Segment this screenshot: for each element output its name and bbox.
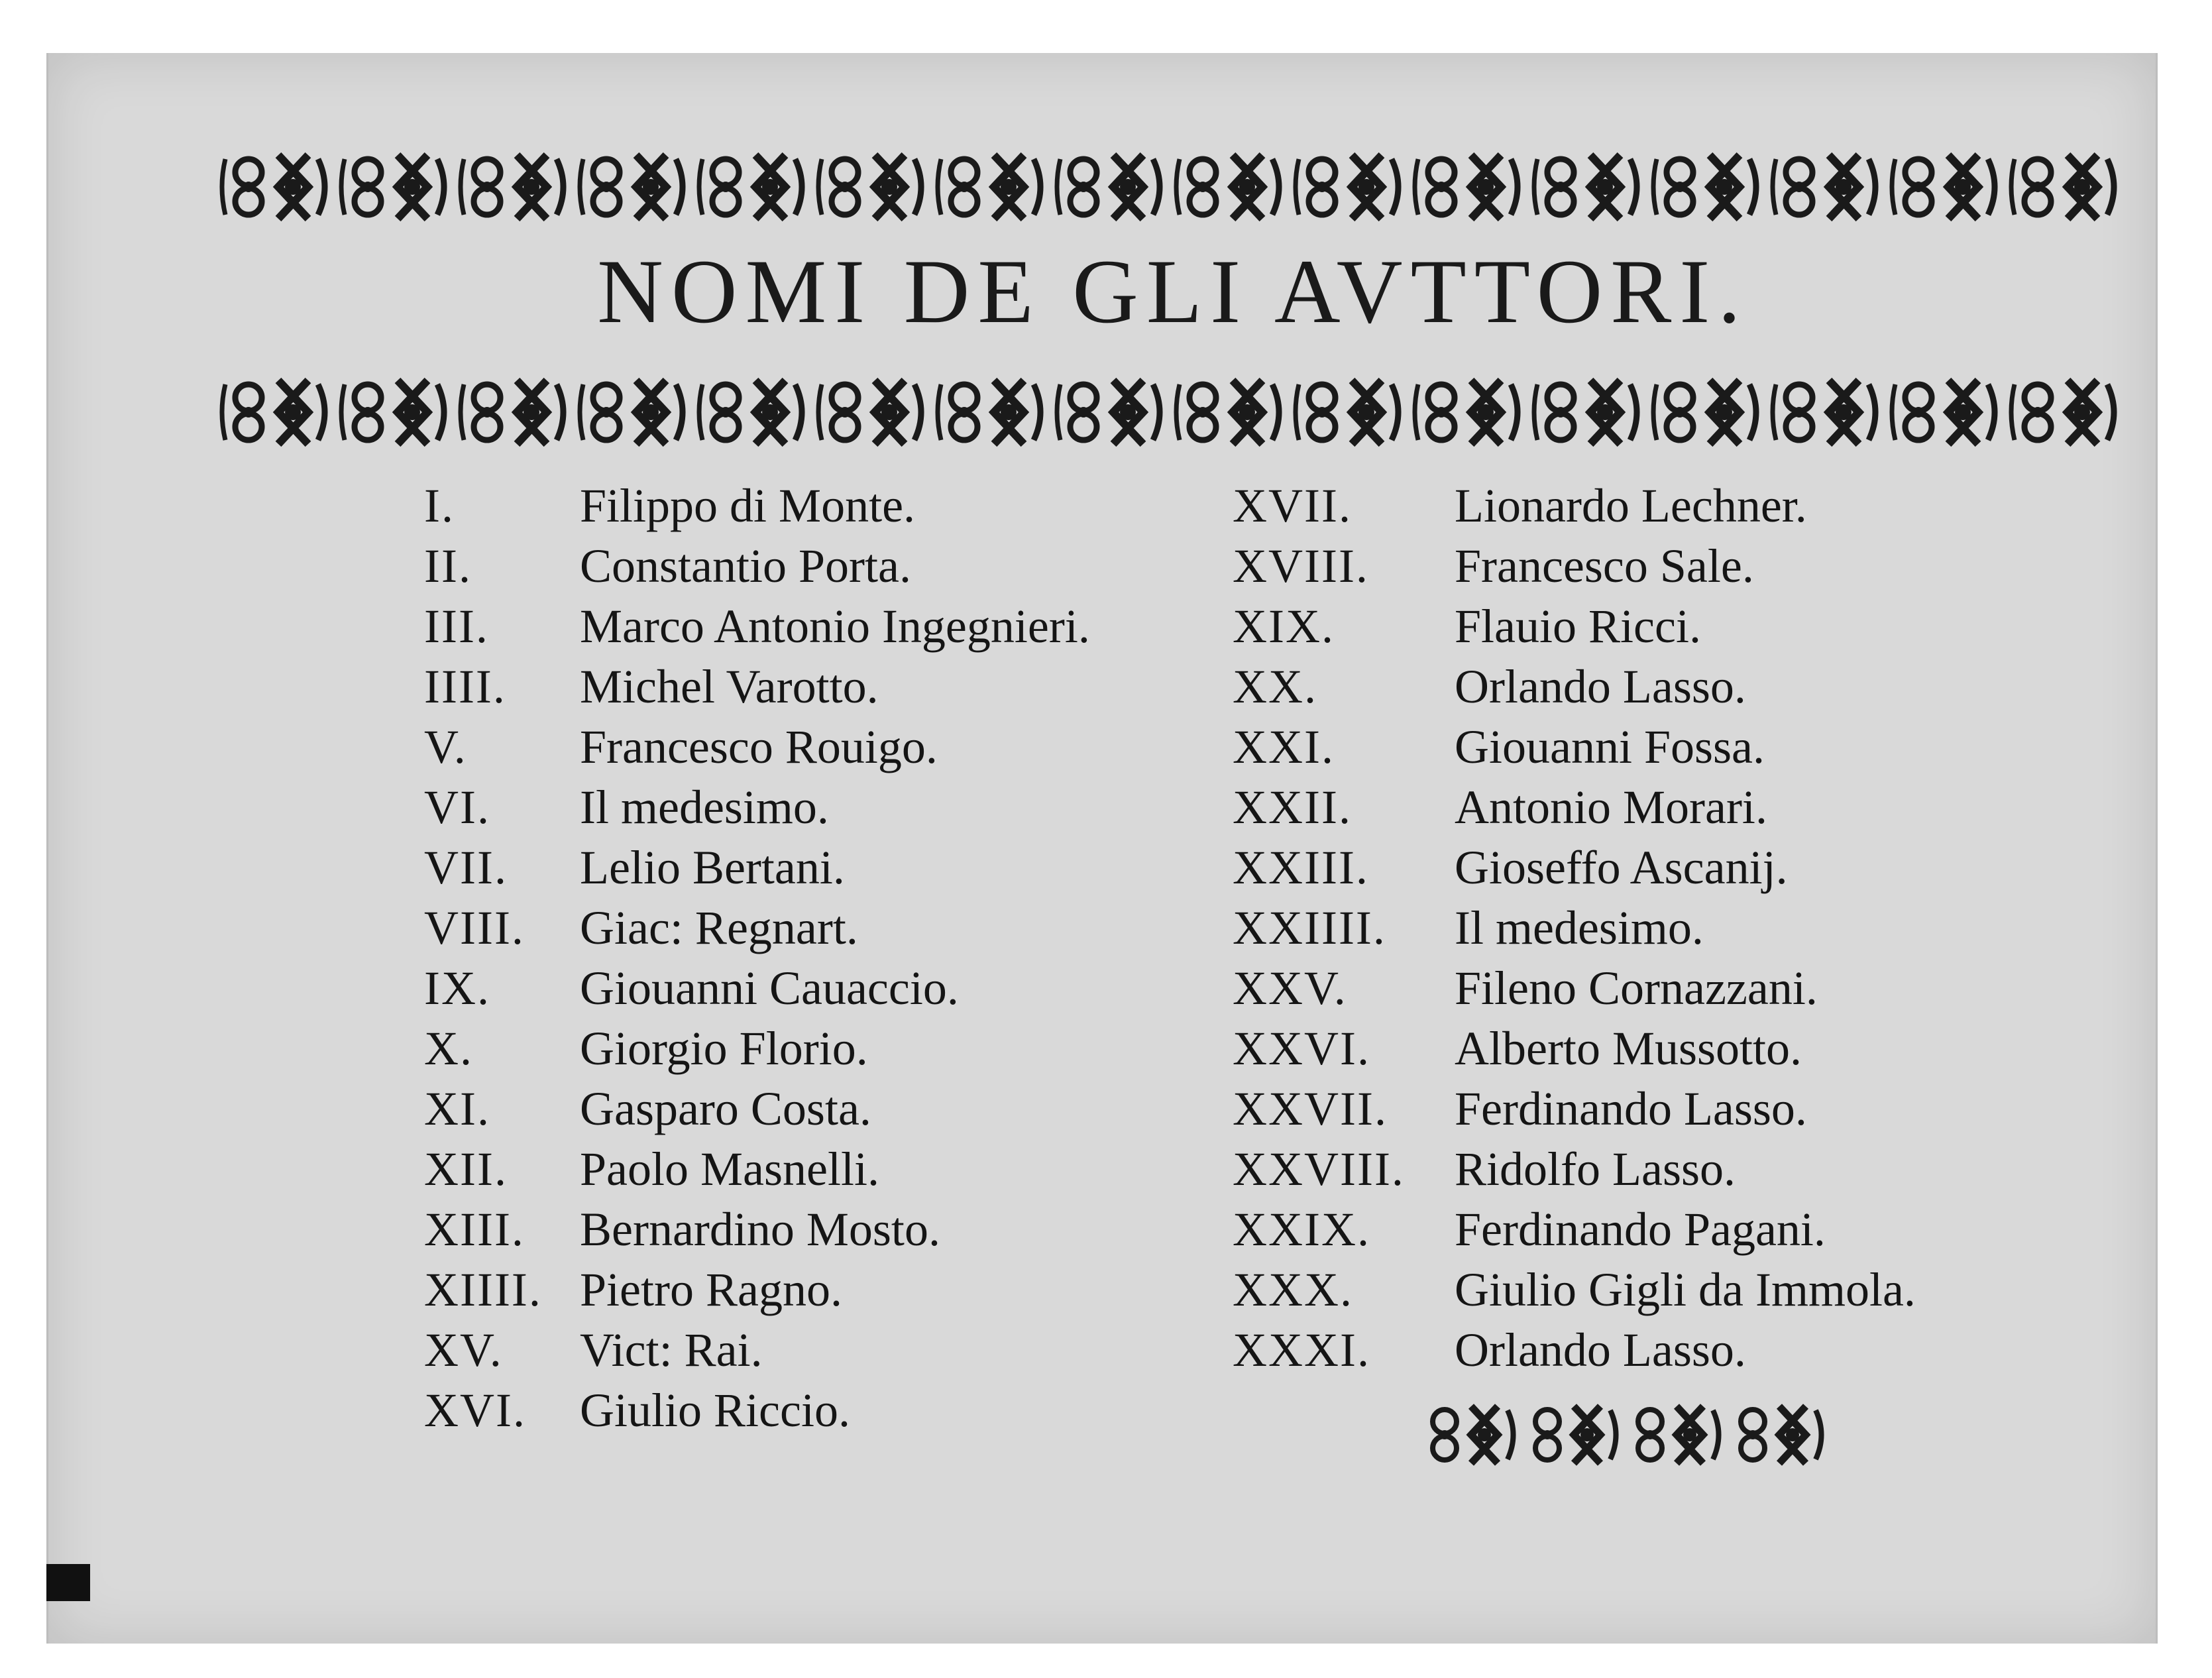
author-entry xyxy=(1233,898,2094,958)
author-name: Flauio Ricci. xyxy=(1455,600,1701,653)
page-title: NOMI DE GLI AVTTORI. xyxy=(597,241,1749,342)
author-numeral: XXI. xyxy=(1233,720,1335,773)
author-name: Pietro Ragno. xyxy=(580,1263,842,1316)
author-numeral: XXVII. xyxy=(1233,1082,1388,1135)
author-entry xyxy=(424,717,1219,777)
author-name: Giac: Regnart. xyxy=(580,901,858,954)
author-numeral: XVI. xyxy=(424,1384,526,1437)
author-entry xyxy=(1233,476,2094,536)
author-numeral: X. xyxy=(424,1022,473,1075)
author-entry xyxy=(424,657,1219,717)
ornamental-border-end xyxy=(1418,1398,1829,1471)
author-entry xyxy=(1233,717,2094,777)
author-entry xyxy=(1233,1260,2094,1320)
author-entry xyxy=(1233,596,2094,657)
author-name: Ferdinando Pagani. xyxy=(1455,1203,1826,1256)
author-name: Orlando Lasso. xyxy=(1455,660,1746,713)
author-name: Giulio Gigli da Immola. xyxy=(1455,1263,1916,1316)
author-entry xyxy=(1233,777,2094,838)
author-entry xyxy=(424,838,1219,898)
author-name: Gasparo Costa. xyxy=(580,1082,871,1135)
author-name: Alberto Mussotto. xyxy=(1455,1022,1802,1075)
author-numeral: XIX. xyxy=(1233,600,1335,653)
author-entry xyxy=(424,1019,1219,1079)
page-tab-mark xyxy=(46,1564,90,1601)
author-numeral: XVII. xyxy=(1233,479,1352,532)
author-numeral: XXVI. xyxy=(1233,1022,1370,1075)
author-entry xyxy=(1233,958,2094,1019)
author-name: Il medesimo. xyxy=(580,781,829,834)
author-numeral: XIIII. xyxy=(424,1263,542,1316)
author-name: Giulio Riccio. xyxy=(580,1384,850,1437)
author-name: Fileno Cornazzani. xyxy=(1455,962,1818,1015)
author-numeral: III. xyxy=(424,600,489,653)
author-entry xyxy=(424,958,1219,1019)
author-entry xyxy=(1233,1019,2094,1079)
author-entry xyxy=(1233,838,2094,898)
author-name: Lelio Bertani. xyxy=(580,841,845,894)
author-name: Constantio Porta. xyxy=(580,539,911,592)
author-numeral: VIII. xyxy=(424,901,525,954)
author-numeral: XI. xyxy=(424,1082,490,1135)
author-entry xyxy=(424,536,1219,596)
author-numeral: IIII. xyxy=(424,660,506,713)
author-numeral: XXIX. xyxy=(1233,1203,1370,1256)
authors-list-left xyxy=(424,476,1219,1441)
author-entry xyxy=(424,1079,1219,1139)
author-entry xyxy=(424,1320,1219,1380)
author-name: Giouanni Fossa. xyxy=(1455,720,1765,773)
author-numeral: V. xyxy=(424,720,467,773)
author-name: Giouanni Cauaccio. xyxy=(580,962,959,1015)
author-numeral: XXII. xyxy=(1233,781,1352,834)
author-name: Ridolfo Lasso. xyxy=(1455,1143,1736,1196)
author-name: Ferdinando Lasso. xyxy=(1455,1082,1807,1135)
author-numeral: XXIII. xyxy=(1233,841,1369,894)
author-numeral: XVIII. xyxy=(1233,539,1369,592)
author-name: Francesco Rouigo. xyxy=(580,720,938,773)
author-entry xyxy=(424,1139,1219,1200)
author-name: Bernardino Mosto. xyxy=(580,1203,940,1256)
author-numeral: II. xyxy=(424,539,472,592)
author-numeral: XX. xyxy=(1233,660,1317,713)
author-entry xyxy=(1233,1320,2094,1380)
author-numeral: VI. xyxy=(424,781,490,834)
author-name: Il medesimo. xyxy=(1455,901,1704,954)
ornamental-border-middle xyxy=(219,371,2127,453)
author-numeral: XII. xyxy=(424,1143,508,1196)
author-entry xyxy=(1233,536,2094,596)
author-entry xyxy=(1233,1079,2094,1139)
author-name: Francesco Sale. xyxy=(1455,539,1754,592)
author-name: Vict: Rai. xyxy=(580,1323,763,1376)
author-numeral: VII. xyxy=(424,841,508,894)
author-numeral: I. xyxy=(424,479,455,532)
author-entry xyxy=(424,1380,1219,1441)
author-numeral: XXV. xyxy=(1233,962,1347,1015)
author-entry xyxy=(1233,1200,2094,1260)
author-entry xyxy=(424,596,1219,657)
author-name: Michel Varotto. xyxy=(580,660,879,713)
author-entry xyxy=(424,1260,1219,1320)
authors-list-right xyxy=(1233,476,2094,1380)
author-numeral: XXX. xyxy=(1233,1263,1353,1316)
author-name: Antonio Morari. xyxy=(1455,781,1767,834)
author-entry xyxy=(424,476,1219,536)
author-numeral: IX. xyxy=(424,962,490,1015)
author-numeral: XIII. xyxy=(424,1203,525,1256)
author-numeral: XV. xyxy=(424,1323,503,1376)
author-numeral: XXXI. xyxy=(1233,1323,1370,1376)
author-name: Filippo di Monte. xyxy=(580,479,916,532)
author-entry xyxy=(424,777,1219,838)
author-entry xyxy=(1233,657,2094,717)
author-name: Gioseffo Ascanij. xyxy=(1455,841,1788,894)
author-entry xyxy=(424,898,1219,958)
author-numeral: XXIIII. xyxy=(1233,901,1386,954)
author-name: Lionardo Lechner. xyxy=(1455,479,1807,532)
author-name: Giorgio Florio. xyxy=(580,1022,868,1075)
author-name: Paolo Masnelli. xyxy=(580,1143,879,1196)
ornamental-border-top xyxy=(219,146,2127,228)
author-entry xyxy=(1233,1139,2094,1200)
author-entry xyxy=(424,1200,1219,1260)
author-name: Orlando Lasso. xyxy=(1455,1323,1746,1376)
author-numeral: XXVIII. xyxy=(1233,1143,1405,1196)
author-name: Marco Antonio Ingegnieri. xyxy=(580,600,1090,653)
